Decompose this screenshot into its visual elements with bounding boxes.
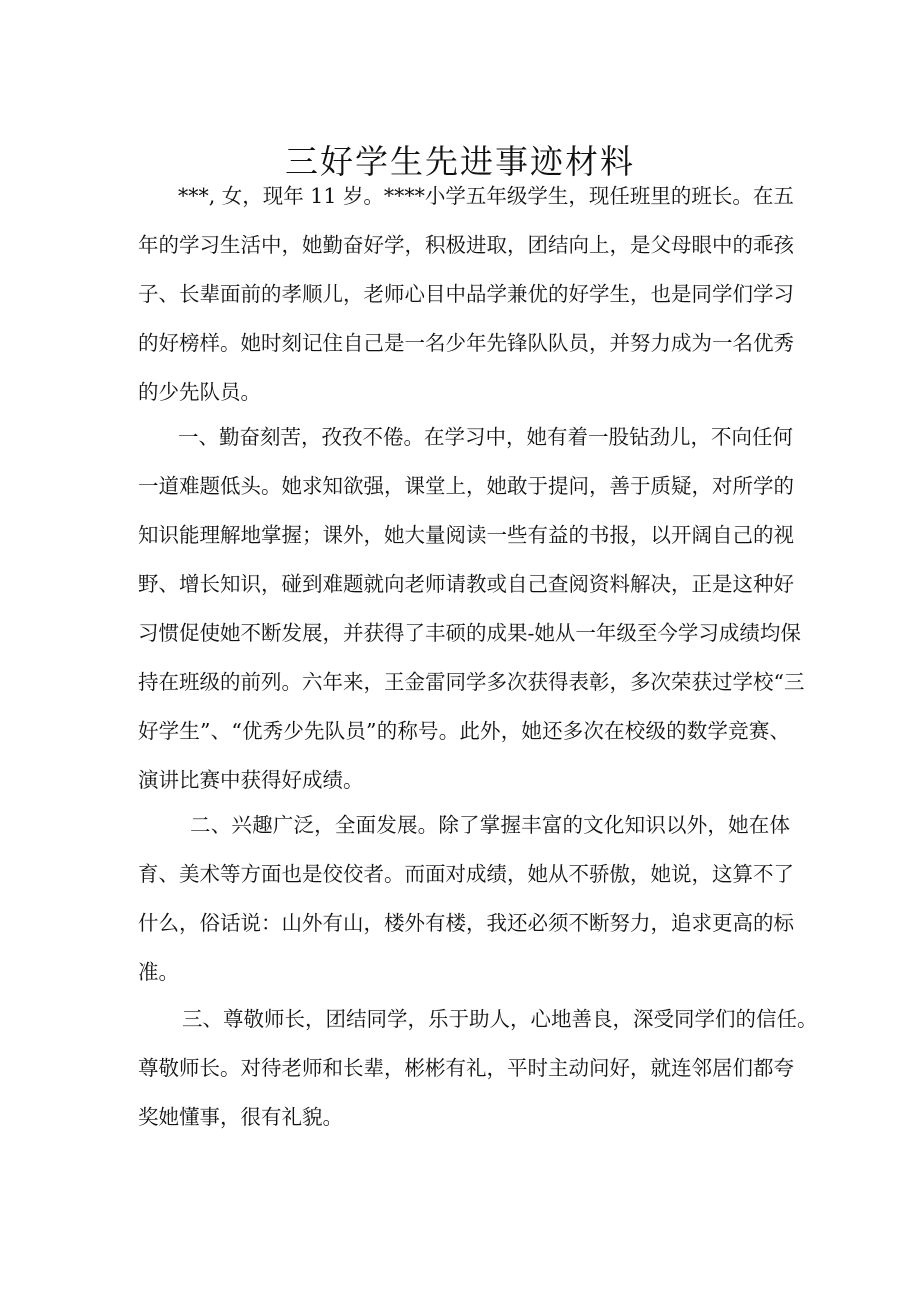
paragraph-line: 好学生”、“优秀少先队员”的称号。此外，她还多次在校级的数学竞赛、 bbox=[138, 719, 790, 743]
paragraph-line: 尊敬师长。对待老师和长辈，彬彬有礼，平时主动问好，就连邻居们都夸 bbox=[138, 1056, 794, 1080]
paragraph-line: 什么，俗话说：山外有山，楼外有楼，我还必须不断努力，追求更高的标 bbox=[138, 911, 794, 935]
paragraph-line: 的好榜样。她时刻记住自己是一名少年先锋队队员，并努力成为一名优秀 bbox=[138, 331, 794, 355]
paragraph-section-1 bbox=[138, 413, 805, 805]
paragraph-line: 知识能理解地掌握；课外，她大量阅读一些有益的书报，以开阔自己的视 bbox=[138, 523, 794, 547]
paragraph-line: 准。 bbox=[138, 960, 179, 984]
document-title: 三好学生先进事迹材料 bbox=[285, 142, 635, 182]
paragraph-line: 一道难题低头。她求知欲强，课堂上，她敢于提问，善于质疑，对所学的 bbox=[138, 474, 794, 498]
paragraph-line: 习惯促使她不断发展，并获得了丰硕的成果-她从一年级至今学习成绩均保 bbox=[138, 621, 801, 645]
paragraph-intro bbox=[138, 172, 794, 417]
paragraph-line: ***, 女，现年 11 岁。****小学五年级学生，现任班里的班长。在五 bbox=[178, 184, 794, 208]
paragraph-line: 育、美术等方面也是佼佼者。而面对成绩，她从不骄傲，她说，这算不了 bbox=[138, 862, 794, 886]
paragraph-line: 一、勤奋刻苦，孜孜不倦。在学习中，她有着一股钻劲儿，不向任何 bbox=[178, 425, 793, 449]
paragraph-section-2 bbox=[138, 801, 794, 997]
paragraph-line: 二、兴趣广泛，全面发展。除了掌握丰富的文化知识以外，她在体 bbox=[190, 813, 790, 837]
paragraph-line: 子、长辈面前的孝顺儿，老师心目中品学兼优的好学生，也是同学们学习 bbox=[138, 282, 794, 306]
paragraph-line: 年的学习生活中，她勤奋好学，积极进取，团结向上，是父母眼中的乖孩 bbox=[138, 233, 794, 257]
paragraph-line: 演讲比赛中获得好成绩。 bbox=[138, 768, 364, 792]
paragraph-line: 的少先队员。 bbox=[138, 380, 261, 404]
paragraph-line: 奖她懂事，很有礼貌。 bbox=[138, 1105, 343, 1129]
paragraph-line: 持在班级的前列。六年来，王金雷同学多次获得表彰，多次荣获过学校“三 bbox=[138, 670, 805, 694]
paragraph-section-3 bbox=[138, 995, 818, 1142]
paragraph-line: 野、增长知识，碰到难题就向老师请教或自己查阅资料解决，正是这种好 bbox=[138, 572, 794, 596]
paragraph-line: 三、尊敬师长，团结同学，乐于助人，心地善良，深受同学们的信任。 bbox=[182, 1007, 818, 1031]
